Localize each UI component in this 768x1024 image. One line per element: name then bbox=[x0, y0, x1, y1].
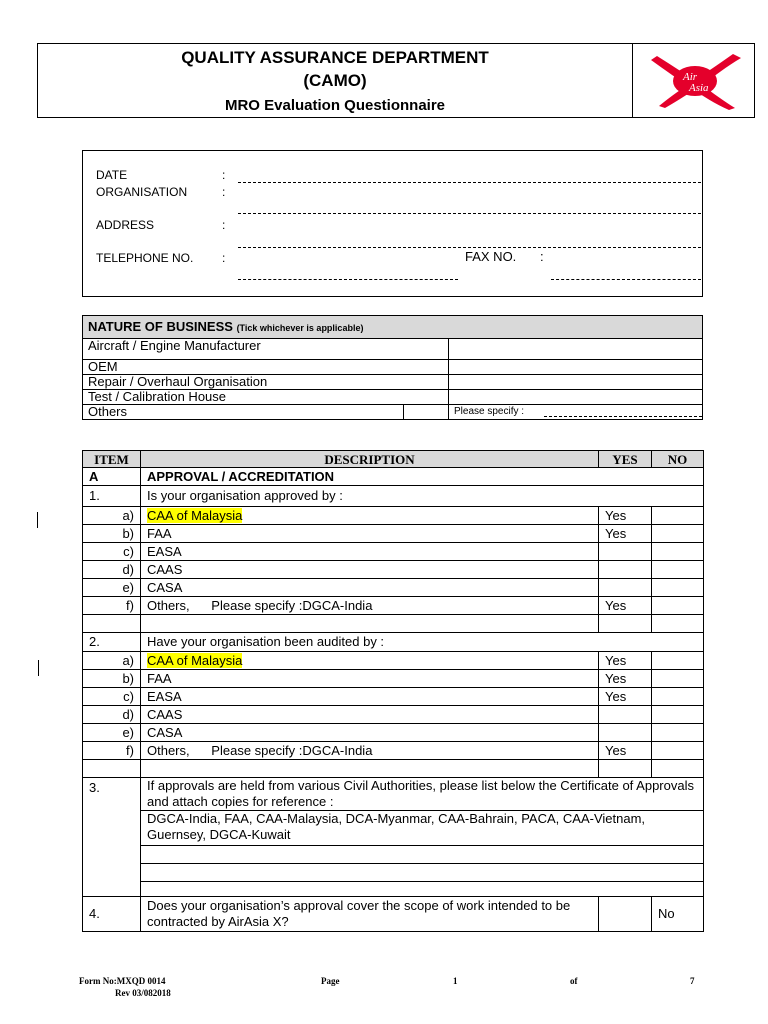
question-text: Have your organisation been audited by : bbox=[141, 633, 704, 652]
business-type-checkbox[interactable] bbox=[449, 390, 703, 405]
no-cell[interactable] bbox=[652, 561, 704, 579]
yes-header: YES bbox=[599, 451, 652, 468]
yes-cell[interactable] bbox=[599, 724, 652, 742]
option-letter: a) bbox=[83, 507, 141, 525]
no-cell[interactable] bbox=[652, 579, 704, 597]
business-type-label: Repair / Overhaul Organisation bbox=[83, 375, 449, 390]
q3-answer[interactable]: DGCA-India, FAA, CAA-Malaysia, DCA-Myanmar, CAA-Bahrain, PACA, CAA-Vietnam, Guernsey, DGCA-Kuwait bbox=[141, 811, 704, 846]
option-label-text: EASA bbox=[147, 543, 182, 559]
option-label-text: Others, Please specify :DGCA-India bbox=[147, 742, 373, 758]
organisation-field[interactable] bbox=[238, 213, 701, 214]
yes-cell[interactable] bbox=[599, 543, 652, 561]
business-type-label: OEM bbox=[83, 360, 449, 375]
question-number: 1. bbox=[83, 486, 141, 507]
option-label bbox=[141, 579, 599, 597]
business-type-checkbox[interactable] bbox=[449, 375, 703, 390]
description-header: DESCRIPTION bbox=[141, 451, 599, 468]
option-label-text: EASA bbox=[147, 688, 182, 704]
yes-cell[interactable]: Yes bbox=[599, 507, 652, 525]
spacer-cell bbox=[599, 615, 652, 633]
fax-label: FAX NO. bbox=[465, 249, 517, 264]
margin-mark bbox=[38, 660, 39, 676]
yes-cell[interactable]: Yes bbox=[599, 597, 652, 615]
question-text: Is your organisation approved by : bbox=[141, 486, 704, 507]
logo-text-asia: Asia bbox=[689, 82, 709, 94]
question-number: 3. bbox=[83, 778, 141, 897]
business-type-checkbox[interactable] bbox=[449, 360, 703, 375]
spacer-cell bbox=[83, 615, 141, 633]
option-letter: d) bbox=[83, 561, 141, 579]
option-label-text: CAA of Malaysia bbox=[147, 507, 243, 523]
question-text: If approvals are held from various Civil Authorities, please list below the Certificate of Approvals and attach copies for reference : bbox=[141, 778, 704, 811]
option-label-text: CAA of Malaysia bbox=[147, 652, 243, 668]
no-cell[interactable] bbox=[652, 670, 704, 688]
date-label: DATE bbox=[96, 168, 128, 182]
option-letter: c) bbox=[83, 688, 141, 706]
nature-of-business-title: NATURE OF BUSINESS bbox=[88, 318, 233, 334]
airasia-logo-icon bbox=[643, 50, 749, 112]
yes-cell[interactable] bbox=[599, 706, 652, 724]
department-title: QUALITY ASSURANCE DEPARTMENT bbox=[181, 48, 489, 67]
revision: Rev 03/082018 bbox=[115, 988, 171, 998]
option-row bbox=[83, 706, 704, 724]
document-header bbox=[37, 43, 755, 118]
yes-cell[interactable] bbox=[599, 561, 652, 579]
fax-field[interactable] bbox=[551, 279, 701, 280]
margin-mark bbox=[37, 512, 38, 528]
address-label: ADDRESS bbox=[96, 218, 155, 232]
q1-options bbox=[83, 507, 704, 615]
no-cell[interactable]: No bbox=[652, 897, 704, 932]
q3-blank-line[interactable] bbox=[141, 846, 704, 864]
business-type-checkbox[interactable] bbox=[404, 405, 449, 420]
no-cell[interactable] bbox=[652, 706, 704, 724]
option-label-text: Others, Please specify :DGCA-India bbox=[147, 597, 373, 613]
nature-of-business-note: (Tick whichever is applicable) bbox=[236, 322, 364, 333]
date-field[interactable] bbox=[238, 182, 701, 183]
option-label bbox=[141, 670, 599, 688]
q3-blank-line[interactable] bbox=[141, 864, 704, 882]
option-label-text: CASA bbox=[147, 579, 183, 595]
address-colon: : bbox=[222, 218, 226, 232]
total-pages: 7 bbox=[690, 976, 695, 986]
option-row bbox=[83, 742, 704, 760]
option-row bbox=[83, 543, 704, 561]
nature-of-business-table bbox=[82, 315, 703, 420]
section-letter: A bbox=[83, 468, 141, 486]
option-label-text: CAAS bbox=[147, 706, 183, 722]
please-specify-label: Please specify : bbox=[449, 405, 540, 420]
no-cell[interactable] bbox=[652, 597, 704, 615]
item-header: ITEM bbox=[83, 451, 141, 468]
department-subtitle: (CAMO) bbox=[303, 71, 367, 90]
option-label bbox=[141, 742, 599, 760]
option-label bbox=[141, 543, 599, 561]
fax-colon: : bbox=[540, 249, 544, 264]
option-row bbox=[83, 561, 704, 579]
yes-cell[interactable] bbox=[599, 897, 652, 932]
telephone-label: TELEPHONE NO. bbox=[96, 251, 194, 265]
option-label bbox=[141, 706, 599, 724]
option-row bbox=[83, 670, 704, 688]
option-label bbox=[141, 652, 599, 670]
option-label-text: FAA bbox=[147, 670, 172, 686]
no-cell[interactable] bbox=[652, 525, 704, 543]
q2-options bbox=[83, 652, 704, 760]
no-cell[interactable] bbox=[652, 688, 704, 706]
spacer-cell bbox=[83, 760, 141, 778]
option-row bbox=[83, 597, 704, 615]
business-type-label: Test / Calibration House bbox=[83, 390, 449, 405]
no-cell[interactable] bbox=[652, 724, 704, 742]
option-letter: c) bbox=[83, 543, 141, 561]
no-cell[interactable] bbox=[652, 652, 704, 670]
option-label-text: CAAS bbox=[147, 561, 183, 577]
page-number: 1 bbox=[453, 976, 458, 986]
yes-cell[interactable]: Yes bbox=[599, 742, 652, 760]
yes-cell[interactable]: Yes bbox=[599, 670, 652, 688]
option-row bbox=[83, 579, 704, 597]
option-letter: f) bbox=[83, 597, 141, 615]
yes-cell[interactable]: Yes bbox=[599, 525, 652, 543]
header-divider bbox=[632, 44, 633, 117]
option-row bbox=[83, 507, 704, 525]
option-letter: d) bbox=[83, 706, 141, 724]
yes-cell[interactable]: Yes bbox=[599, 688, 652, 706]
option-letter: b) bbox=[83, 670, 141, 688]
page-label: Page bbox=[321, 976, 340, 986]
option-letter: a) bbox=[83, 652, 141, 670]
of-label: of bbox=[570, 976, 578, 986]
spacer-cell bbox=[652, 760, 704, 778]
no-header: NO bbox=[652, 451, 704, 468]
telephone-field[interactable] bbox=[238, 279, 458, 280]
section-title: APPROVAL / ACCREDITATION bbox=[141, 468, 704, 486]
form-title: MRO Evaluation Questionnaire bbox=[224, 97, 446, 114]
questionnaire-table bbox=[82, 450, 704, 932]
option-label bbox=[141, 525, 599, 543]
business-type-checkbox[interactable] bbox=[449, 339, 703, 360]
spacer-cell bbox=[652, 615, 704, 633]
business-type-label: Aircraft / Engine Manufacturer bbox=[83, 339, 449, 360]
organisation-colon: : bbox=[222, 185, 226, 199]
question-number: 4. bbox=[83, 897, 141, 932]
spacer-cell bbox=[141, 615, 599, 633]
option-row bbox=[83, 525, 704, 543]
form-number: Form No:MXQD 0014 bbox=[79, 976, 166, 986]
please-specify-field[interactable] bbox=[539, 405, 703, 420]
nature-of-business-header bbox=[83, 316, 703, 339]
question-text: Does your organisation’s approval cover the scope of work intended to be contracted by AirAsia X? bbox=[141, 897, 599, 932]
q3-blank-line[interactable] bbox=[141, 882, 704, 897]
organisation-label: ORGANISATION bbox=[96, 185, 188, 199]
address-field[interactable] bbox=[238, 247, 701, 248]
option-letter: e) bbox=[83, 724, 141, 742]
option-row bbox=[83, 652, 704, 670]
option-row bbox=[83, 724, 704, 742]
option-label bbox=[141, 561, 599, 579]
option-label bbox=[141, 688, 599, 706]
question-number: 2. bbox=[83, 633, 141, 652]
option-letter: e) bbox=[83, 579, 141, 597]
option-label-text: FAA bbox=[147, 525, 172, 541]
yes-cell[interactable]: Yes bbox=[599, 652, 652, 670]
option-label-text: CASA bbox=[147, 724, 183, 740]
option-row bbox=[83, 688, 704, 706]
no-cell[interactable] bbox=[652, 543, 704, 561]
yes-cell[interactable] bbox=[599, 579, 652, 597]
logo-text-air: Air bbox=[683, 71, 698, 83]
option-label bbox=[141, 724, 599, 742]
option-letter: f) bbox=[83, 742, 141, 760]
option-label bbox=[141, 507, 599, 525]
date-colon: : bbox=[222, 168, 226, 182]
no-cell[interactable] bbox=[652, 507, 704, 525]
no-cell[interactable] bbox=[652, 742, 704, 760]
option-letter: b) bbox=[83, 525, 141, 543]
organisation-info-box bbox=[82, 150, 703, 297]
spacer-cell bbox=[141, 760, 599, 778]
telephone-colon: : bbox=[222, 251, 226, 265]
business-type-label: Others bbox=[83, 405, 404, 420]
option-label bbox=[141, 597, 599, 615]
spacer-cell bbox=[599, 760, 652, 778]
